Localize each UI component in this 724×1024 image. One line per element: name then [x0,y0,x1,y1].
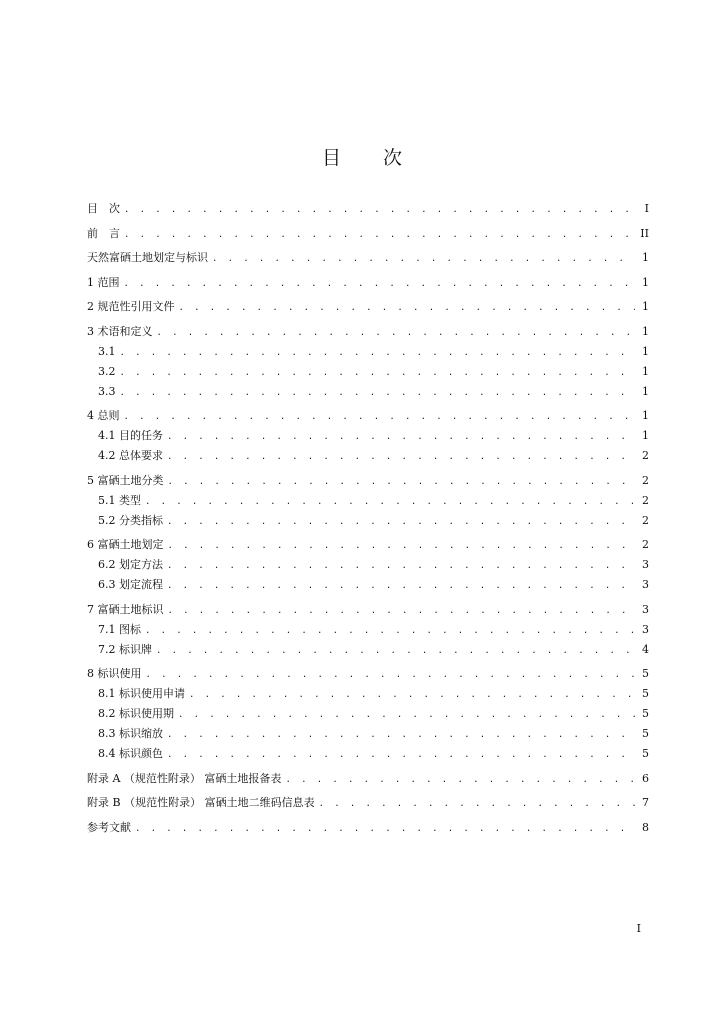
toc-entry[interactable] [87,538,649,553]
toc-leader-dots [124,277,636,291]
page-title [0,143,724,170]
toc-entry[interactable] [87,325,649,340]
toc-entry[interactable] [87,772,649,787]
toc-entry[interactable] [87,385,649,400]
toc-entry-page: 1 [642,364,649,378]
toc-leader-dots [120,346,636,360]
toc-leader-dots [167,515,635,529]
toc-leader-dots [156,644,635,658]
toc-leader-dots [167,430,635,444]
toc-entry-label: 8.1 标识使用申请 [98,687,185,700]
toc-entry[interactable] [87,365,649,380]
toc-entry[interactable] [87,494,649,509]
toc-entry-label: 6.2 划定方法 [98,558,163,571]
page-title-char-1: 目 [321,147,341,169]
toc-entry[interactable] [87,409,649,424]
page-title-char-2: 次 [383,147,403,169]
toc-leader-dots [146,668,636,682]
toc-entry-page: 5 [642,727,649,740]
toc-entry[interactable] [87,821,649,836]
toc-entry-label: 8.4 标识颜色 [98,747,163,760]
toc-entry-label: 天然富硒土地划定与标识 [87,251,208,264]
toc-entry-page: 2 [642,449,649,462]
toc-leader-dots [124,410,636,424]
toc-entry-page: 3 [642,602,649,616]
toc-entry[interactable] [87,578,649,593]
footer-page-number: I [636,922,641,935]
toc-entry-page: 1 [642,384,649,398]
toc-entry-label: 2 规范性引用文件 [87,300,175,313]
toc-leader-dots [285,773,635,787]
toc-entry-page: 4 [642,642,649,656]
toc-entry-page: 1 [642,324,649,338]
toc-entry-page: 1 [642,409,649,422]
toc-entry-label: 参考文献 [87,820,131,834]
toc-entry[interactable] [87,747,649,762]
toc-leader-dots [168,604,636,618]
table-of-contents [87,202,649,836]
toc-entry-label: 5.2 分类指标 [98,513,163,527]
toc-entry-page: 5 [642,667,649,680]
toc-entry-label: 7.1 图标 [98,622,141,636]
toc-entry[interactable] [87,796,649,811]
toc-entry-label: 7 富硒土地标识 [87,602,164,616]
toc-entry[interactable] [87,429,649,444]
toc-entry-page: 6 [642,771,649,785]
toc-entry[interactable] [87,251,649,266]
toc-leader-dots [135,822,635,836]
toc-entry-page: 1 [642,429,649,442]
toc-leader-dots [212,252,635,266]
toc-entry[interactable] [87,449,649,464]
toc-entry-label: 附录 B （规范性附录） 富硒土地二维码信息表 [87,796,315,809]
toc-entry-label: 8.3 标识缩放 [98,727,163,740]
toc-entry-page: 2 [642,493,649,507]
toc-leader-dots [124,203,635,217]
toc-entry[interactable] [87,603,649,618]
toc-entry[interactable] [87,667,649,682]
toc-entry[interactable] [87,558,649,573]
toc-leader-dots [120,366,636,380]
toc-leader-dots [168,475,636,489]
toc-leader-dots [167,748,635,762]
toc-entry-page: 3 [642,558,649,571]
toc-entry-page: 1 [642,344,649,358]
toc-entry-label: 3 术语和定义 [87,324,153,338]
toc-entry-page: 7 [642,796,649,809]
toc-leader-dots [168,539,636,553]
toc-entry-page: 2 [642,538,649,551]
toc-leader-dots [157,326,636,340]
toc-entry-label: 附录 A （规范性附录） 富硒土地报备表 [87,771,282,785]
toc-entry-page: 2 [642,473,649,487]
toc-entry-page: 2 [642,513,649,527]
toc-entry-page: II [640,226,649,240]
toc-entry-page: 1 [642,251,649,264]
toc-entry-label: 5 富硒土地分类 [87,473,164,487]
toc-entry-page: 5 [642,687,649,700]
toc-entry[interactable] [87,345,649,360]
toc-entry[interactable] [87,227,649,242]
toc-entry[interactable] [87,300,649,315]
toc-entry-page: 3 [642,578,649,591]
toc-entry-label: 4.2 总体要求 [98,449,163,462]
toc-leader-dots [189,688,635,702]
toc-entry-label: 1 范围 [87,275,120,289]
toc-entry-label: 3.1 [98,344,116,358]
toc-entry-label: 5.1 类型 [98,493,141,507]
toc-entry[interactable] [87,202,649,217]
toc-leader-dots [167,559,635,573]
toc-leader-dots [145,624,635,638]
toc-entry[interactable] [87,643,649,658]
toc-entry[interactable] [87,514,649,529]
toc-entry-label: 8 标识使用 [87,667,142,680]
toc-entry[interactable] [87,623,649,638]
toc-leader-dots [167,450,635,464]
toc-entry-label: 4 总则 [87,409,120,422]
toc-leader-dots [145,495,635,509]
toc-entry-label: 目 次 [87,202,120,215]
toc-entry[interactable] [87,474,649,489]
toc-leader-dots [167,579,635,593]
toc-entry-label: 3.2 [98,364,116,378]
toc-entry-page: 1 [642,275,649,289]
toc-leader-dots [319,797,635,811]
toc-entry-label: 6 富硒土地划定 [87,538,164,551]
toc-entry-page: I [644,202,649,215]
toc-entry-page: 5 [642,707,649,720]
toc-leader-dots [178,708,635,722]
toc-leader-dots [124,228,635,242]
toc-entry-label: 8.2 标识使用期 [98,707,174,720]
toc-entry-label: 7.2 标识牌 [98,642,152,656]
toc-entry-label: 3.3 [98,384,116,398]
toc-entry-label: 4.1 目的任务 [98,429,163,442]
toc-entry-label: 6.3 划定流程 [98,578,163,591]
toc-leader-dots [167,728,635,742]
toc-entry[interactable] [87,707,649,722]
toc-entry-page: 3 [642,622,649,636]
toc-entry[interactable] [87,276,649,291]
toc-entry[interactable] [87,727,649,742]
toc-entry[interactable] [87,687,649,702]
toc-entry-page: 1 [642,300,649,313]
toc-leader-dots [179,301,636,315]
toc-leader-dots [120,386,636,400]
toc-entry-page: 8 [642,820,649,834]
toc-entry-label: 前 言 [87,226,120,240]
toc-entry-page: 5 [642,747,649,760]
